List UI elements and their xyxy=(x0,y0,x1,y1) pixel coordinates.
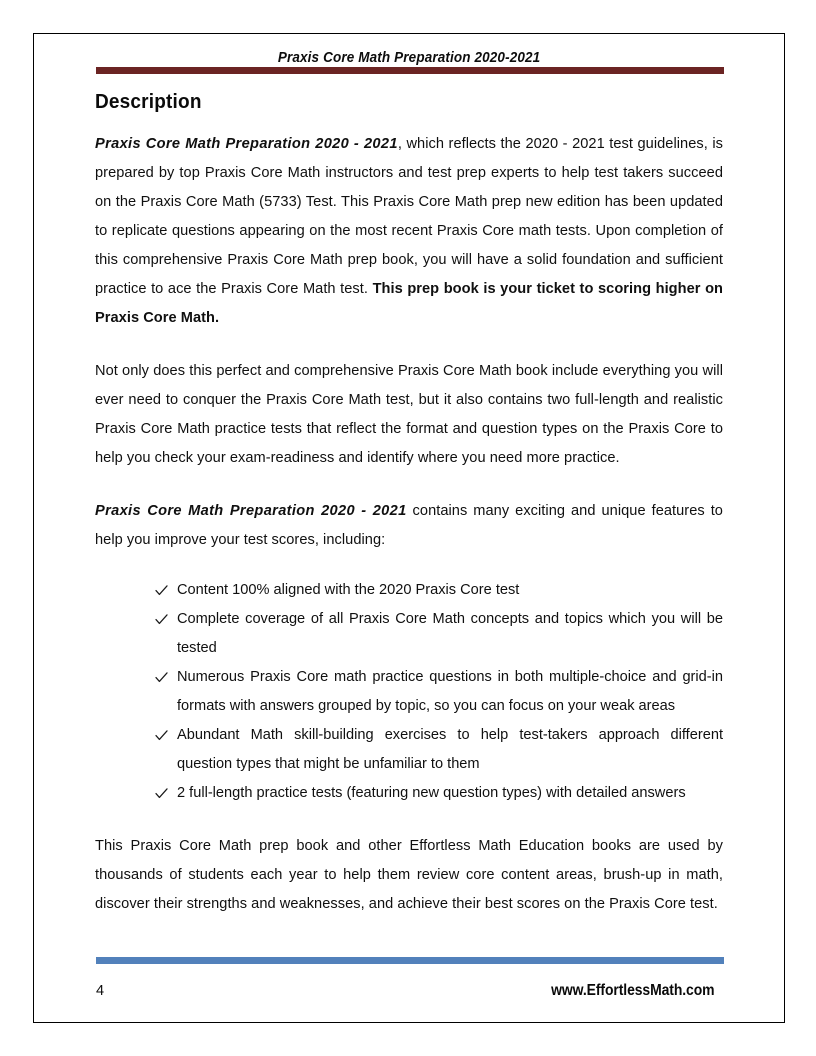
book-title-inline-1: Praxis Core Math Preparation 2020 - 2021 xyxy=(95,136,398,152)
page-number: 4 xyxy=(96,983,105,999)
paragraph-intro-body: , which reflects the 2020 - 2021 test guidelines, is prepared by top Praxis Core Math instructors and test prep experts to help test takers succeed on the Praxis Core Math (5733) Test. This Praxis Core Math prep new edition has been updated to replicate questions appearing on the most recent Praxis Core math tests. Upon completion of this comprehensive Praxis Core Math prep book, you will have a solid foundation and sufficient practice to ace the Praxis Core Math test. xyxy=(95,136,723,297)
header-divider-rule xyxy=(96,67,724,74)
paragraph-features-lead-body: contains many exciting and unique features to help you improve your test scores, including: xyxy=(95,503,723,548)
list-item-label: Abundant Math skill-building exercises to help test-takers approach different question types that might be unfamiliar to them xyxy=(177,727,723,772)
list-item-label: Numerous Praxis Core math practice questions in both multiple-choice and grid-in formats with answers grouped by topic, so you can focus on your weak areas xyxy=(177,669,723,714)
check-mark-icon xyxy=(155,576,169,596)
page-content xyxy=(95,91,723,943)
list-item xyxy=(95,779,723,808)
paragraph-intro xyxy=(95,130,723,333)
paragraph-intro-bold-tail: This prep book is your ticket to scoring higher on Praxis Core Math. xyxy=(95,281,723,326)
list-item-label: Content 100% aligned with the 2020 Praxis Core test xyxy=(177,582,520,598)
list-item xyxy=(95,576,723,605)
paragraph-features-lead xyxy=(95,497,723,555)
check-mark-icon xyxy=(155,779,169,799)
document-page xyxy=(33,33,785,1023)
list-item xyxy=(95,663,723,721)
list-item xyxy=(95,721,723,779)
check-mark-icon xyxy=(155,663,169,683)
running-header-title: Praxis Core Math Preparation 2020-2021 xyxy=(277,50,541,66)
list-item-label: 2 full-length practice tests (featuring new question types) with detailed answers xyxy=(177,785,686,801)
website-url: www.EffortlessMath.com xyxy=(551,982,715,999)
section-heading-description: Description xyxy=(95,91,202,113)
page-footer xyxy=(96,982,724,1000)
check-mark-icon xyxy=(155,721,169,741)
check-mark-icon xyxy=(155,605,169,625)
book-title-inline-2: Praxis Core Math Preparation 2020 - 2021 xyxy=(95,503,407,519)
feature-list xyxy=(95,576,723,808)
footer-divider-rule xyxy=(96,957,724,964)
running-header xyxy=(34,49,784,67)
list-item-label: Complete coverage of all Praxis Core Math concepts and topics which you will be tested xyxy=(177,611,723,656)
list-item xyxy=(95,605,723,663)
paragraph-closing: This Praxis Core Math prep book and other Effortless Math Education books are used by thousands of students each year to help them review core content areas, brush-up in math, discover their strengths and weaknesses, and achieve their best scores on the Praxis Core test. xyxy=(95,838,723,912)
paragraph-comprehensive: Not only does this perfect and comprehensive Praxis Core Math book include everything you will ever need to conquer the Praxis Core Math test, but it also contains two full-length and realistic Praxis Core Math practice tests that reflect the format and question types on the Praxis Core to help you check your exam-readiness and identify where you need more practice. xyxy=(95,363,723,466)
